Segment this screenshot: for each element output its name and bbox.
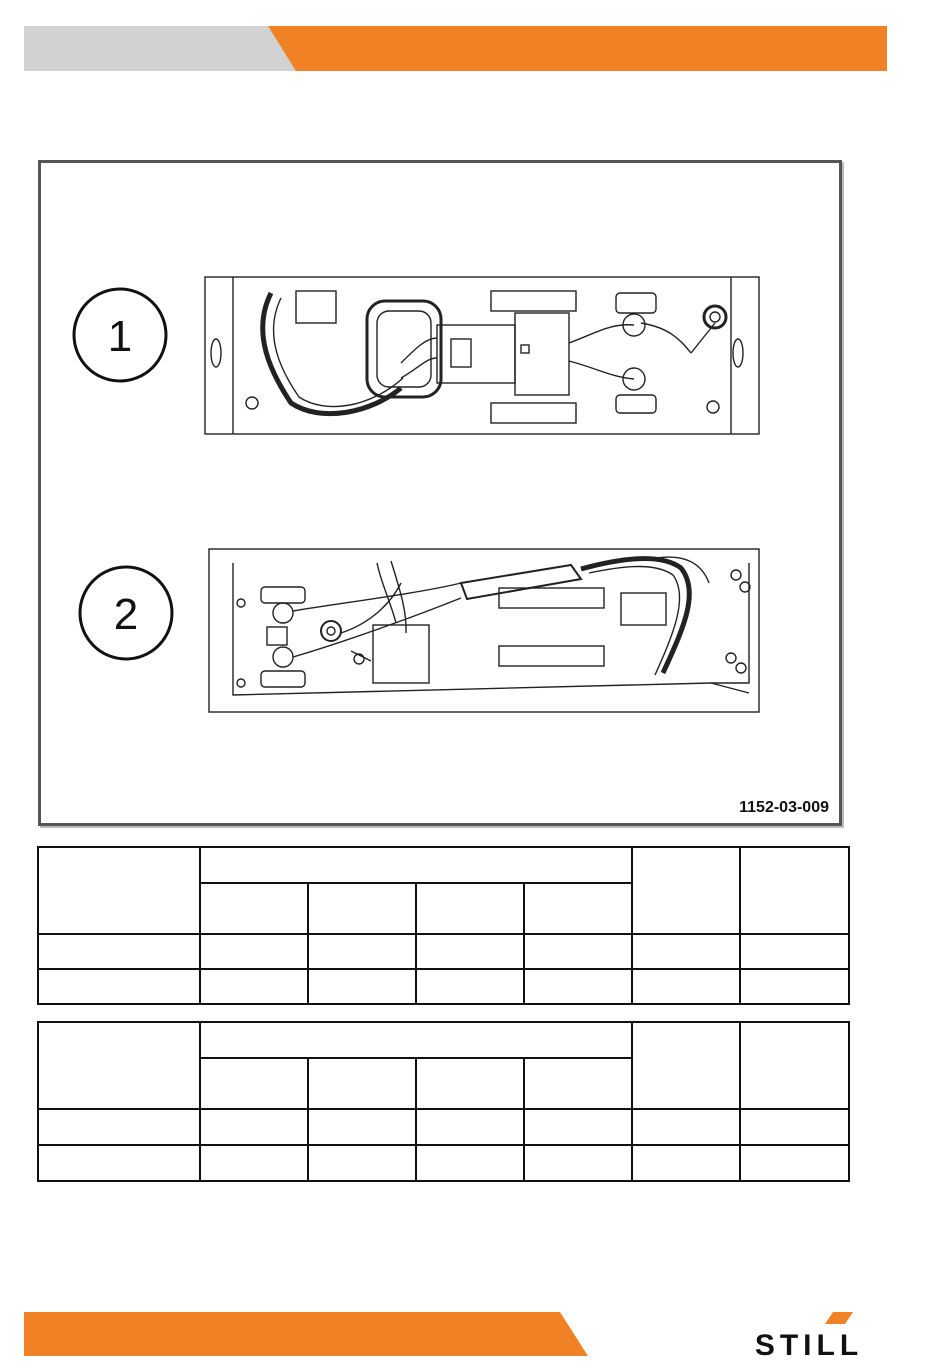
callout-2	[80, 567, 172, 659]
table-cell	[38, 1109, 200, 1145]
table-cell	[308, 1109, 416, 1145]
table-cell	[740, 1145, 849, 1181]
table-cell	[632, 1145, 740, 1181]
table-cell	[308, 934, 416, 969]
table-cell	[308, 969, 416, 1004]
table-cell	[524, 1109, 632, 1145]
table-1-subheader-cell	[416, 883, 524, 934]
spec-table-1	[37, 846, 850, 1005]
table-cell	[38, 1145, 200, 1181]
table-2-subheader-cell	[416, 1058, 524, 1109]
table-cell	[200, 1145, 308, 1181]
callout-1	[74, 289, 166, 381]
table-row	[38, 1109, 849, 1145]
panel-2-drawing	[209, 549, 759, 712]
logo-accent-mark	[825, 1312, 853, 1324]
table-cell	[416, 934, 524, 969]
table-1-header-col-7	[740, 847, 849, 934]
table-cell	[740, 969, 849, 1004]
table-2-header-group	[200, 1022, 632, 1058]
table-cell	[524, 1145, 632, 1181]
header-bar	[24, 26, 887, 71]
table-cell	[740, 1109, 849, 1145]
table-2-subheader-cell	[200, 1058, 308, 1109]
logo-text: STILL	[754, 1329, 864, 1358]
table-2-subheader-cell	[524, 1058, 632, 1109]
table-cell	[38, 969, 200, 1004]
footer-bar	[24, 1312, 588, 1356]
table-1-subheader-cell	[524, 883, 632, 934]
still-logo	[729, 1312, 889, 1358]
table-2-header-col-7	[740, 1022, 849, 1109]
table-cell	[524, 934, 632, 969]
table-cell	[632, 934, 740, 969]
table-cell	[200, 1109, 308, 1145]
table-cell	[416, 1145, 524, 1181]
table-1-subheader-cell	[308, 883, 416, 934]
table-row	[38, 969, 849, 1004]
table-cell	[740, 934, 849, 969]
table-cell	[416, 1109, 524, 1145]
table-cell	[632, 969, 740, 1004]
table-cell	[632, 1109, 740, 1145]
header-orange-segment	[268, 26, 887, 71]
header-gray-segment	[24, 26, 314, 71]
table-1-header-col-6	[632, 847, 740, 934]
table-row	[38, 934, 849, 969]
connector-illustration	[41, 163, 839, 823]
figure-box	[38, 160, 842, 826]
table-cell	[524, 969, 632, 1004]
table-row	[38, 1145, 849, 1181]
table-cell	[200, 934, 308, 969]
table-cell	[416, 969, 524, 1004]
table-cell	[308, 1145, 416, 1181]
panel-1-drawing	[205, 277, 759, 434]
table-2-subheader-cell	[308, 1058, 416, 1109]
table-2-header-label	[38, 1022, 200, 1109]
callout-1-label: 1	[107, 312, 133, 361]
table-1-subheader-cell	[200, 883, 308, 934]
figure-code: 1152-03-009	[739, 799, 829, 816]
spec-table-2	[37, 1021, 850, 1182]
table-cell	[200, 969, 308, 1004]
callout-2-label: 2	[113, 590, 139, 639]
table-cell	[38, 934, 200, 969]
table-2-header-col-6	[632, 1022, 740, 1109]
table-1-header-group	[200, 847, 632, 883]
table-1-header-label	[38, 847, 200, 934]
